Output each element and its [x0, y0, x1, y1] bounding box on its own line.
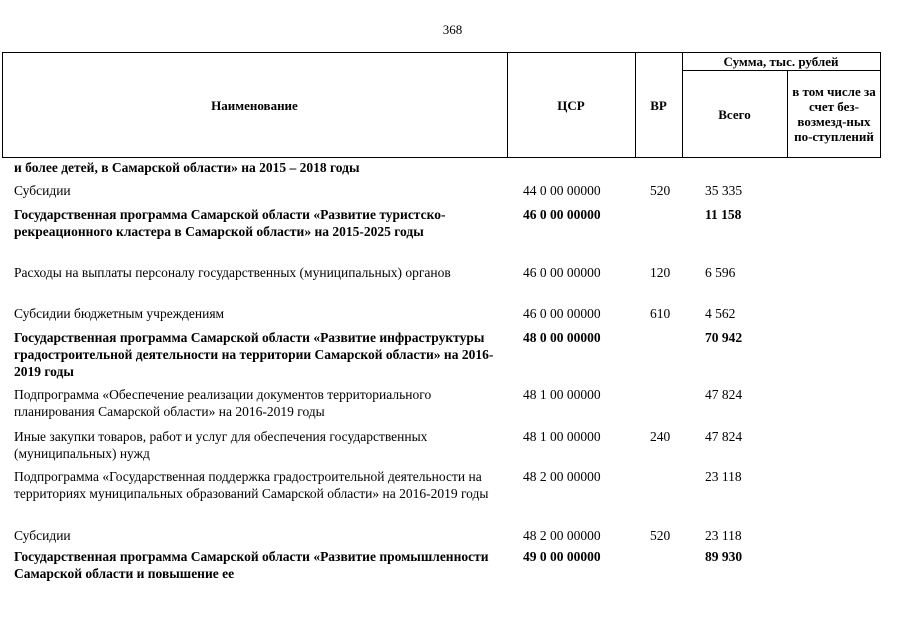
row-name: Расходы на выплаты персоналу государственных (муниципальных) органов: [14, 265, 451, 280]
row-csr: 48 1 00 00000: [523, 429, 601, 444]
row-csr: 48 2 00 00000: [523, 469, 601, 484]
row-total: 47 824: [705, 387, 743, 402]
header-gratuitous: в том числе за счет без-возмезд-ных по-ступлений: [792, 84, 876, 144]
row-total: 35 335: [705, 183, 743, 198]
row-total: 47 824: [705, 429, 743, 444]
row-csr: 48 2 00 00000: [523, 528, 601, 543]
row-vr: 120: [650, 265, 671, 280]
row-name: Субсидии бюджетным учреждениям: [14, 306, 225, 321]
row-csr: 46 0 00 00000: [523, 207, 601, 222]
row-csr: 44 0 00 00000: [523, 183, 601, 198]
row-name: Подпрограмма «Государственная поддержка градостроительной деятельности на территориях муниципальных образований Самарской области» на 2016-2019 годы: [14, 469, 489, 501]
row-total: 6 596: [705, 265, 736, 280]
row-total: 4 562: [705, 306, 736, 321]
page-number: 368: [442, 22, 463, 37]
header-sum-group: Сумма, тыс. рублей: [723, 53, 839, 69]
row-vr: 520: [650, 528, 671, 543]
row-total: 23 118: [705, 469, 742, 484]
row-csr: 46 0 00 00000: [523, 265, 601, 280]
row-name: Субсидии: [14, 183, 71, 198]
row-total: 70 942: [705, 330, 743, 345]
row-csr: 48 1 00 00000: [523, 387, 601, 402]
row-name: Иные закупки товаров, работ и услуг для обеспечения государственных (муниципальных) нужд: [14, 429, 428, 461]
row-name: и более детей, в Самарской области» на 2015 – 2018 годы: [14, 160, 360, 175]
row-csr: 46 0 00 00000: [523, 306, 601, 321]
header-vr: ВР: [650, 97, 667, 113]
row-vr: 240: [650, 429, 671, 444]
row-vr: 610: [650, 306, 671, 321]
row-csr: 48 0 00 00000: [523, 330, 601, 345]
row-csr: 49 0 00 00000: [523, 549, 601, 564]
row-name: Государственная программа Самарской области «Развитие промышленности Самарской области и повышение ее: [14, 549, 489, 581]
header-name: Наименование: [211, 97, 298, 113]
row-name: Государственная программа Самарской области «Развитие инфраструктуры градостроительной деятельности на территории Самарской области» на 2016-2019 годы: [14, 330, 494, 379]
header-total: Всего: [718, 106, 751, 122]
header-csr: ЦСР: [557, 97, 585, 113]
row-name: Государственная программа Самарской области «Развитие туристско-рекреационного кластера в Самарской области» на 2015-2025 годы: [14, 207, 446, 239]
row-name: Субсидии: [14, 528, 71, 543]
row-vr: 520: [650, 183, 671, 198]
row-total: 23 118: [705, 528, 742, 543]
row-total: 11 158: [705, 207, 742, 222]
row-name: Подпрограмма «Обеспечение реализации документов территориального планирования Самарской области» на 2016-2019 годы: [14, 387, 432, 419]
row-total: 89 930: [705, 549, 743, 564]
